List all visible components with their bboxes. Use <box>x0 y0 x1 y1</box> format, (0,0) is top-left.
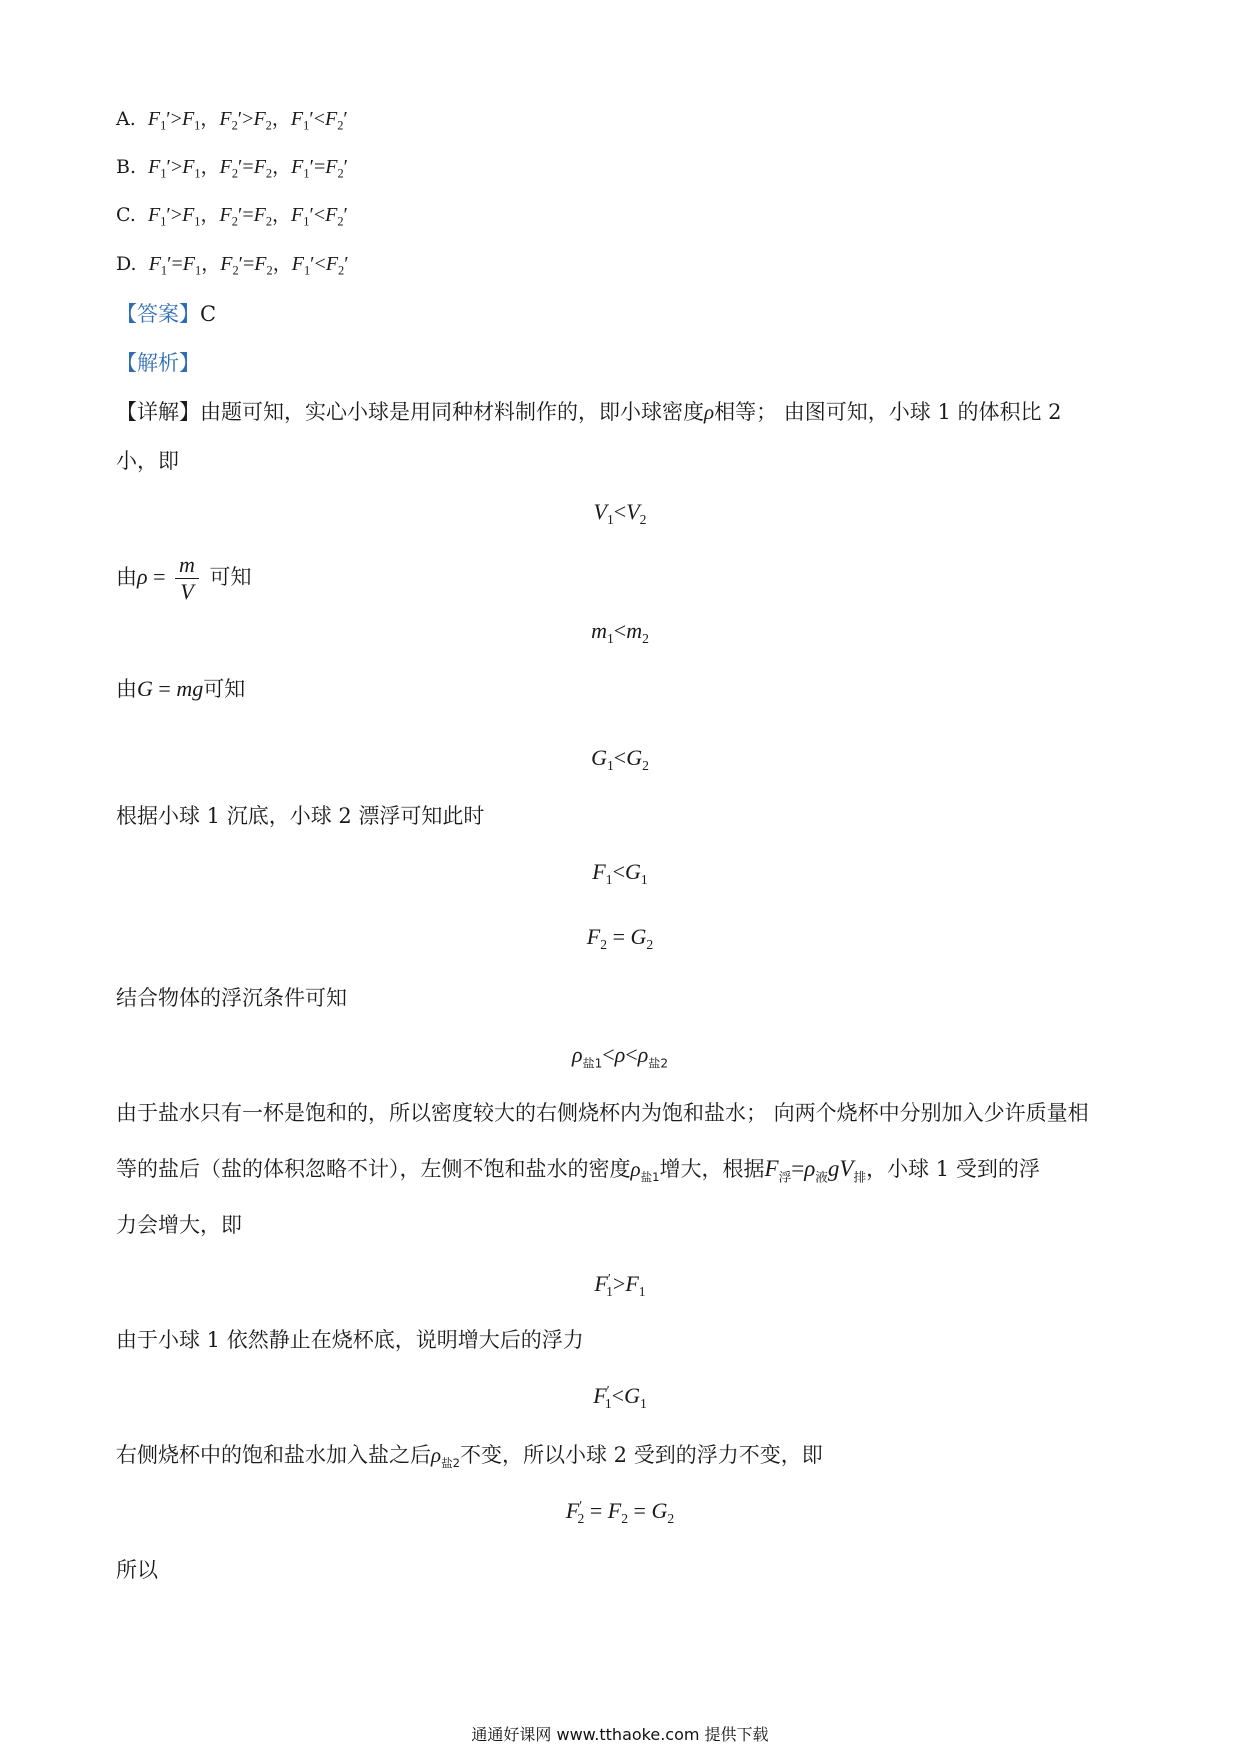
still-text: 由于小球 1 依然静止在烧杯底，说明增大后的浮力 <box>116 1328 584 1352</box>
buoyancy-formula: $F_浮=\rho_液gV_排$ <box>764 1156 867 1185</box>
equation-f2: $F_2 = G_2$ <box>586 924 654 952</box>
detail-line-1: 【详解】由题可知，实心小球是用同种材料制作的，即小球密度ρ相等； 由图可知，小球 1 的体积比 2 <box>116 400 1062 424</box>
saturation-line-3: 力会增大，即 <box>116 1213 242 1237</box>
option-letter: D. <box>116 253 137 275</box>
saturation-line-1: 由于盐水只有一杯是饱和的，所以密度较大的右侧烧杯内为饱和盐水； 向两个烧杯中分别加入少许质量相 <box>116 1101 1089 1125</box>
option-d: D. $F_1'=F_1$，$F_2'=F_2$，$F_1'<F_2'$ <box>116 253 349 278</box>
conclusion-text: 所以 <box>116 1558 158 1582</box>
equation-weight: $G_1<G_2$ <box>591 745 649 773</box>
answer-value: C <box>200 302 217 326</box>
condition-text: 结合物体的浮沉条件可知 <box>116 986 347 1010</box>
right-beaker-text: 右侧烧杯中的饱和盐水加入盐之后$\rho_{盐2}$不变，所以小球 2 受到的浮力不变，即 <box>116 1443 823 1471</box>
answer-tag: 【答案】 <box>116 302 200 326</box>
equation-f1-prime: $F'_1>F_1$ <box>594 1270 646 1299</box>
detail-tag: 【详解】 <box>116 400 200 424</box>
page-footer: 通通好课网 www.tthaoke.com 提供下载 <box>471 1725 769 1744</box>
equation-f1: $F_1<G_1$ <box>592 859 648 887</box>
density-formula-line: 由ρ = $\frac{m}{V}$ 可知 <box>116 552 252 604</box>
analysis-tag: 【解析】 <box>116 351 200 375</box>
equation-f2-prime: $F'_2 = F_2 = G_2$ <box>565 1497 675 1526</box>
fraction-m-over-v: $\frac{m}{V}$ <box>175 552 199 605</box>
gravity-formula-line: 由G = mg可知 <box>116 676 246 701</box>
equation-density: $\rho_{盐1}<\rho<\rho_{盐2}$ <box>571 1042 669 1071</box>
option-c: C. $F_1'>F_1$，$F_2'=F_2$，$F_1'<F_2'$ <box>116 204 348 229</box>
option-letter: A. <box>116 108 136 130</box>
equation-mass: $m_1<m_2$ <box>591 618 649 646</box>
detail-line-2: 小，即 <box>116 449 179 473</box>
float-text: 根据小球 1 沉底，小球 2 漂浮可知此时 <box>116 804 485 828</box>
equation-f1-prime-g: $F'_1<G_1$ <box>593 1382 647 1411</box>
analysis-line <box>116 348 200 378</box>
option-letter: C. <box>116 204 136 226</box>
option-letter: B. <box>116 156 137 178</box>
answer-line <box>116 299 216 329</box>
saturation-line-2: 等的盐后（盐的体积忽略不计），左侧不饱和盐水的密度$\rho_{盐1}$增大，根据$F_浮=\rho_液gV_排$，小球 1 受到的浮 <box>116 1156 1040 1185</box>
option-a: A. $F_1'>F_1$，$F_2'>F_2$，$F_1'<F_2'$ <box>116 108 348 133</box>
option-b: B. $F_1'>F_1$，$F_2'=F_2$，$F_1'=F_2'$ <box>116 156 349 181</box>
equation-volume: $V_1<V_2$ <box>593 499 647 527</box>
